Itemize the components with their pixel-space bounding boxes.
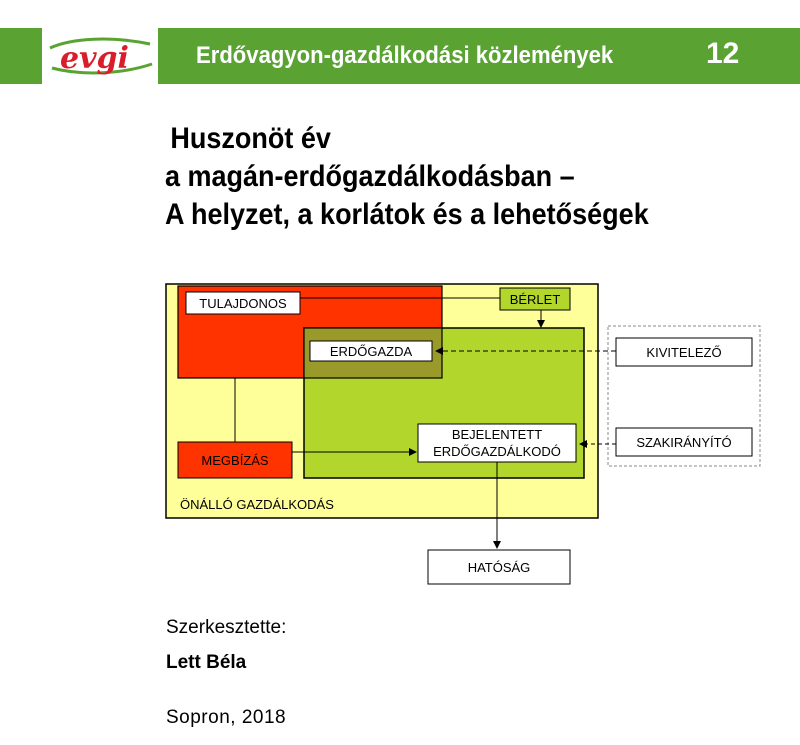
authority-label: HATÓSÁG: [467, 560, 531, 575]
professional-director-label: SZAKIRÁNYÍTÓ: [636, 435, 732, 450]
contractor-label: KIVITELEZŐ: [646, 345, 722, 360]
registered-manager-label-2: ERDŐGAZDÁLKODÓ: [433, 444, 561, 459]
forestry-diagram: [160, 278, 800, 590]
title-line-1: Huszonöt év: [170, 122, 331, 155]
editor-label: Szerkesztette:: [166, 617, 287, 638]
logo-graphic: [42, 28, 158, 84]
logo-text: evgi: [60, 41, 129, 76]
editor-name: Lett Béla: [166, 652, 247, 673]
main-title: [165, 120, 649, 234]
logo: [42, 28, 158, 84]
mandate-label: MEGBÍZÁS: [201, 453, 269, 468]
series-title: Erdővagyon-gazdálkodási közlemények: [196, 42, 614, 69]
registered-manager-label-1: BEJELENTETT: [451, 427, 543, 442]
lease-label: BÉRLET: [509, 292, 561, 307]
title-line-3: A helyzet, a korlátok és a lehetőségek: [165, 198, 649, 231]
forest-owner-manager-label: ERDŐGAZDA: [329, 344, 413, 359]
place-year: Sopron, 2018: [166, 707, 287, 728]
owner-label: TULAJDONOS: [199, 296, 287, 311]
issue-number: 12: [706, 37, 740, 70]
independent-management-label: ÖNÁLLÓ GAZDÁLKODÁS: [180, 497, 334, 512]
title-line-2: a magán-erdőgazdálkodásban –: [165, 160, 575, 193]
